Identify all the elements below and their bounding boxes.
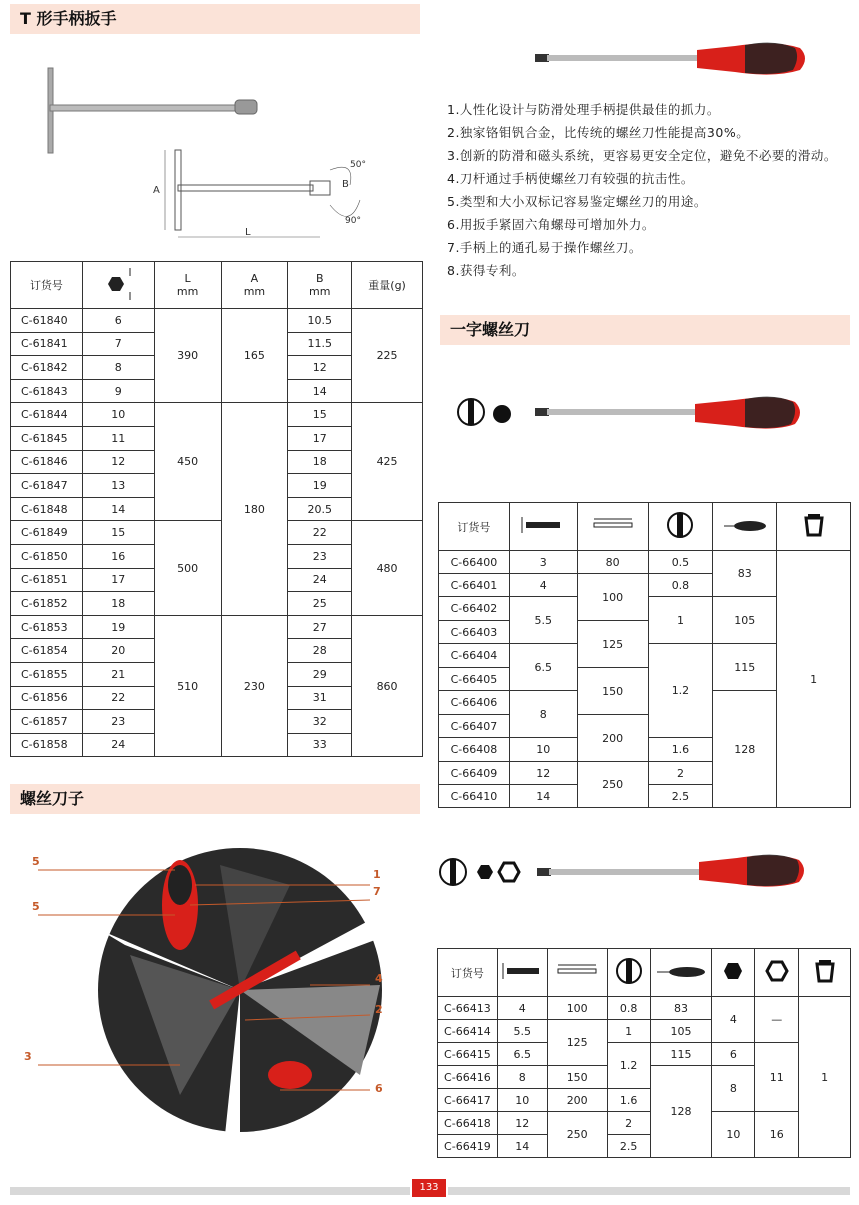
table-cell: C-66413 bbox=[438, 997, 498, 1020]
cell-A: 165 bbox=[221, 309, 288, 403]
cell-L: 450 bbox=[154, 403, 221, 521]
th-code: 订货号 bbox=[11, 262, 83, 309]
th3-code: 订货号 bbox=[438, 949, 498, 997]
table-cell: 6.5 bbox=[509, 644, 577, 691]
cell-L: 510 bbox=[154, 615, 221, 757]
table-cell: 150 bbox=[577, 668, 648, 715]
callout-5a: 5 bbox=[32, 855, 40, 868]
cell-code: C-61842 bbox=[11, 356, 83, 380]
callout-6: 6 bbox=[375, 1082, 383, 1095]
table-cell: C-66416 bbox=[438, 1066, 498, 1089]
table-cell: 8 bbox=[509, 691, 577, 738]
callout-7: 7 bbox=[373, 885, 381, 898]
table-cell: 1 bbox=[607, 1020, 650, 1043]
feature-3: 3.创新的防滑和磁头系统，更容易更安全定位，避免不必要的滑动。 bbox=[447, 148, 837, 163]
screwdriver-image-top bbox=[535, 40, 815, 80]
table-cell: 3 bbox=[509, 551, 577, 574]
table-cell: C-66400 bbox=[439, 551, 510, 574]
th2-handle-icon bbox=[713, 503, 777, 551]
table-cell: 11 bbox=[755, 1043, 799, 1112]
table-cell: 2 bbox=[648, 762, 713, 785]
table-cell: C-66419 bbox=[438, 1135, 498, 1158]
cell-weight: 225 bbox=[352, 309, 423, 403]
feature-6: 6.用扳手紧固六角螺母可增加外力。 bbox=[447, 217, 655, 232]
table-cell: 1.2 bbox=[607, 1043, 650, 1089]
cell-B: 18 bbox=[288, 450, 352, 474]
table-cell: C-66402 bbox=[439, 597, 510, 621]
table-cell: 4 bbox=[497, 997, 547, 1020]
th-weight: 重量(g) bbox=[352, 262, 423, 309]
table-row bbox=[11, 521, 423, 545]
table-cell: 1.2 bbox=[648, 644, 713, 738]
page-number: 133 bbox=[412, 1179, 446, 1197]
th2-thickness-icon bbox=[648, 503, 713, 551]
cell-B: 32 bbox=[288, 710, 352, 734]
table-cell: C-66405 bbox=[439, 668, 510, 691]
table-cell: 12 bbox=[497, 1112, 547, 1135]
table-cell: 105 bbox=[650, 1020, 712, 1043]
table-cell: 4 bbox=[509, 574, 577, 597]
table-cell: 125 bbox=[547, 1020, 607, 1066]
th3-width-icon bbox=[497, 949, 547, 997]
t-wrench-table bbox=[10, 261, 423, 757]
t-wrench-diagram bbox=[145, 145, 375, 245]
table-cell: C-66410 bbox=[439, 785, 510, 808]
table-cell: 0.5 bbox=[648, 551, 713, 574]
cell-hex: 13 bbox=[82, 474, 154, 498]
table-cell: 115 bbox=[650, 1043, 712, 1066]
table-cell: 14 bbox=[497, 1135, 547, 1158]
cell-B: 22 bbox=[288, 521, 352, 545]
th3-hex-solid-icon bbox=[712, 949, 755, 997]
cell-B: 14 bbox=[288, 379, 352, 403]
table-cell: — bbox=[755, 997, 799, 1043]
table-cell: 150 bbox=[547, 1066, 607, 1089]
callout-1: 1 bbox=[373, 868, 381, 881]
table-cell: C-66409 bbox=[439, 762, 510, 785]
table-cell: 10 bbox=[497, 1089, 547, 1112]
cell-code: C-61843 bbox=[11, 379, 83, 403]
table-cell: 2.5 bbox=[648, 785, 713, 808]
table-cell: C-66414 bbox=[438, 1020, 498, 1043]
cell-A: 230 bbox=[221, 615, 288, 757]
cell-B: 20.5 bbox=[288, 497, 352, 521]
dim-l-label: L bbox=[245, 227, 251, 238]
table-cell: 10 bbox=[712, 1112, 755, 1158]
cell-code: C-61858 bbox=[11, 733, 83, 757]
table-cell: 105 bbox=[713, 597, 777, 644]
cell-code: C-61846 bbox=[11, 450, 83, 474]
table-cell: 6.5 bbox=[497, 1043, 547, 1066]
cell-hex: 15 bbox=[82, 521, 154, 545]
cell-hex: 18 bbox=[82, 592, 154, 616]
table-cell: 200 bbox=[577, 715, 648, 762]
dim-b-label: B bbox=[342, 179, 349, 190]
table-cell: 115 bbox=[713, 644, 777, 691]
th-A: A mm bbox=[221, 262, 288, 309]
feature-4: 4.刀杆通过手柄使螺丝刀有较强的抗击性。 bbox=[447, 171, 694, 186]
th3-hex-outline-icon bbox=[755, 949, 799, 997]
cell-code: C-61851 bbox=[11, 568, 83, 592]
feature-1: 1.人性化设计与防滑处理手柄提供最佳的抓力。 bbox=[447, 102, 720, 117]
cell-B: 25 bbox=[288, 592, 352, 616]
table-cell: C-66415 bbox=[438, 1043, 498, 1066]
cell-B: 31 bbox=[288, 686, 352, 710]
table-cell: 100 bbox=[577, 574, 648, 621]
cell-weight: 860 bbox=[352, 615, 423, 757]
angle-50-label: 50° bbox=[350, 160, 366, 170]
table-cell: C-66404 bbox=[439, 644, 510, 668]
cell-hex: 20 bbox=[82, 639, 154, 663]
cell-weight: 480 bbox=[352, 521, 423, 615]
table-cell: 250 bbox=[577, 762, 648, 808]
table-cell: 80 bbox=[577, 551, 648, 574]
callout-2: 2 bbox=[375, 1003, 383, 1016]
cell-code: C-61853 bbox=[11, 615, 83, 639]
th-hex-icon bbox=[82, 262, 154, 309]
table-cell: 2 bbox=[607, 1112, 650, 1135]
cell-code: C-61857 bbox=[11, 710, 83, 734]
dot-icon bbox=[493, 405, 511, 423]
cell-code: C-61844 bbox=[11, 403, 83, 427]
cell-B: 28 bbox=[288, 639, 352, 663]
cell-L: 500 bbox=[154, 521, 221, 615]
table-cell: C-66417 bbox=[438, 1089, 498, 1112]
table-cell: 16 bbox=[755, 1112, 799, 1158]
th2-width-icon bbox=[509, 503, 577, 551]
table-cell: 128 bbox=[650, 1066, 712, 1158]
th2-qty-icon bbox=[777, 503, 851, 551]
cell-L: 390 bbox=[154, 309, 221, 403]
cell-hex: 6 bbox=[82, 309, 154, 333]
cell-hex: 24 bbox=[82, 733, 154, 757]
cell-B: 27 bbox=[288, 615, 352, 639]
table-cell: 8 bbox=[712, 1066, 755, 1112]
cell-code: C-61845 bbox=[11, 426, 83, 450]
section-header-flat-screwdriver: 一字螺丝刀 bbox=[440, 315, 850, 345]
table-cell: 1.6 bbox=[607, 1089, 650, 1112]
feature-7: 7.手柄上的通孔易于操作螺丝刀。 bbox=[447, 240, 642, 255]
cell-B: 10.5 bbox=[288, 309, 352, 333]
cell-hex: 16 bbox=[82, 544, 154, 568]
cell-hex: 23 bbox=[82, 710, 154, 734]
table-cell: 5.5 bbox=[509, 597, 577, 644]
section-header-t-wrench: T 形手柄扳手 bbox=[10, 4, 420, 34]
th3-handle-icon bbox=[650, 949, 712, 997]
cell-B: 15 bbox=[288, 403, 352, 427]
feature-8: 8.获得专利。 bbox=[447, 263, 525, 278]
table-cell: 6 bbox=[712, 1043, 755, 1066]
hex-screwdriver-table bbox=[437, 948, 851, 1158]
cell-hex: 9 bbox=[82, 379, 154, 403]
cell-hex: 10 bbox=[82, 403, 154, 427]
cell-code: C-61849 bbox=[11, 521, 83, 545]
cell-hex: 8 bbox=[82, 356, 154, 380]
cell-hex: 11 bbox=[82, 426, 154, 450]
th3-thickness-icon bbox=[607, 949, 650, 997]
table-cell: 1 bbox=[799, 997, 851, 1158]
cell-B: 33 bbox=[288, 733, 352, 757]
t-table-body bbox=[11, 309, 423, 757]
table-cell: 10 bbox=[509, 738, 577, 762]
cell-code: C-61854 bbox=[11, 639, 83, 663]
cell-B: 12 bbox=[288, 356, 352, 380]
cell-hex: 22 bbox=[82, 686, 154, 710]
callout-4: 4 bbox=[375, 972, 383, 985]
cell-code: C-61850 bbox=[11, 544, 83, 568]
table-cell: 1 bbox=[648, 597, 713, 644]
th2-code: 订货号 bbox=[439, 503, 510, 551]
table-row bbox=[11, 309, 423, 333]
table-cell: 8 bbox=[497, 1066, 547, 1089]
cell-code: C-61840 bbox=[11, 309, 83, 333]
table-cell: C-66418 bbox=[438, 1112, 498, 1135]
footer-bar-right bbox=[448, 1187, 850, 1195]
table-cell: 250 bbox=[547, 1112, 607, 1158]
table-cell: 100 bbox=[547, 997, 607, 1020]
table-cell: C-66408 bbox=[439, 738, 510, 762]
cell-code: C-61856 bbox=[11, 686, 83, 710]
cell-code: C-61852 bbox=[11, 592, 83, 616]
cell-weight: 425 bbox=[352, 403, 423, 521]
table-row bbox=[11, 615, 423, 639]
callout-3: 3 bbox=[24, 1050, 32, 1063]
table-cell: 14 bbox=[509, 785, 577, 808]
table-cell: 1 bbox=[777, 551, 851, 808]
cell-B: 17 bbox=[288, 426, 352, 450]
table-cell: 0.8 bbox=[607, 997, 650, 1020]
table-cell: 200 bbox=[547, 1089, 607, 1112]
th-L: L mm bbox=[154, 262, 221, 309]
cell-code: C-61841 bbox=[11, 332, 83, 356]
table-cell: C-66407 bbox=[439, 715, 510, 738]
table-cell: C-66403 bbox=[439, 621, 510, 644]
angle-90-label: 90° bbox=[345, 216, 361, 226]
th-B: B mm bbox=[288, 262, 352, 309]
hex-screwdriver-image bbox=[437, 850, 812, 895]
cell-code: C-61848 bbox=[11, 497, 83, 521]
flat-screwdriver-table bbox=[438, 502, 851, 808]
feature-5: 5.类型和大小双标记容易鉴定螺丝刀的用途。 bbox=[447, 194, 707, 209]
cell-A: 180 bbox=[221, 403, 288, 615]
table-cell: 83 bbox=[650, 997, 712, 1020]
cell-code: C-61855 bbox=[11, 662, 83, 686]
table-cell: C-66406 bbox=[439, 691, 510, 715]
table-cell: 5.5 bbox=[497, 1020, 547, 1043]
th3-length-icon bbox=[547, 949, 607, 997]
feature-2: 2.独家铬钼钒合金，比传统的螺丝刀性能提高30%。 bbox=[447, 125, 750, 140]
cell-hex: 17 bbox=[82, 568, 154, 592]
table-cell: 2.5 bbox=[607, 1135, 650, 1158]
cell-hex: 21 bbox=[82, 662, 154, 686]
section-header-screwdriver-bits: 螺丝刀子 bbox=[10, 784, 420, 814]
table-cell: 4 bbox=[712, 997, 755, 1043]
cell-B: 23 bbox=[288, 544, 352, 568]
cell-code: C-61847 bbox=[11, 474, 83, 498]
callout-5b: 5 bbox=[32, 900, 40, 913]
table-cell: 12 bbox=[509, 762, 577, 785]
features-list bbox=[447, 98, 852, 282]
th2-length-icon bbox=[577, 503, 648, 551]
cell-hex: 7 bbox=[82, 332, 154, 356]
table-cell: 128 bbox=[713, 691, 777, 808]
cell-B: 19 bbox=[288, 474, 352, 498]
hex-solid-icon bbox=[477, 865, 493, 879]
table-cell: 0.8 bbox=[648, 574, 713, 597]
cell-B: 29 bbox=[288, 662, 352, 686]
table-row bbox=[11, 403, 423, 427]
cell-B: 11.5 bbox=[288, 332, 352, 356]
cell-hex: 19 bbox=[82, 615, 154, 639]
table-cell: 83 bbox=[713, 551, 777, 597]
cell-hex: 14 bbox=[82, 497, 154, 521]
footer-bar-left bbox=[10, 1187, 410, 1195]
table-cell: 1.6 bbox=[648, 738, 713, 762]
table-cell: 125 bbox=[577, 621, 648, 668]
hex-outline-icon bbox=[499, 863, 519, 881]
table-cell: C-66401 bbox=[439, 574, 510, 597]
cell-hex: 12 bbox=[82, 450, 154, 474]
screwdriver-bits-photo bbox=[30, 845, 410, 1165]
cell-B: 24 bbox=[288, 568, 352, 592]
th3-qty-icon bbox=[799, 949, 851, 997]
dim-a-label: A bbox=[153, 185, 160, 196]
flat-screwdriver-image bbox=[455, 390, 810, 435]
